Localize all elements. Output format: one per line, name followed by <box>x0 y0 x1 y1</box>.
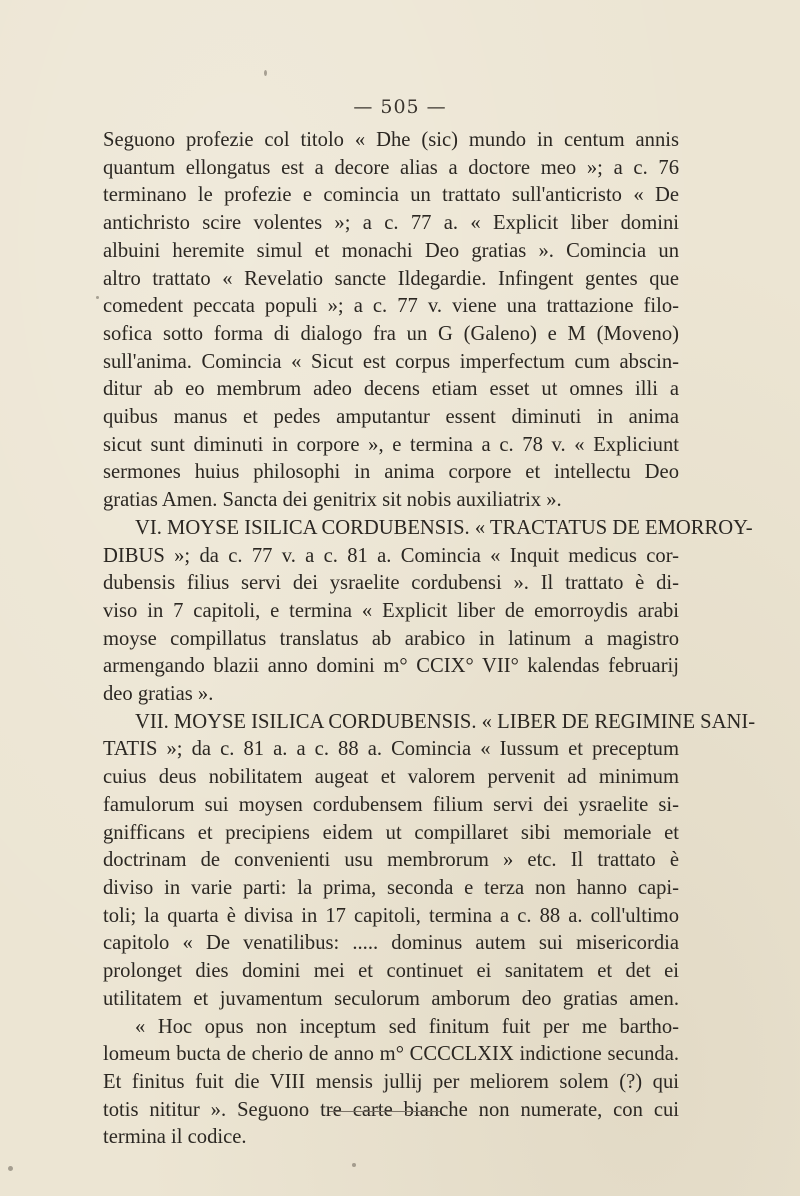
text-line: lomeum bucta de cherio de anno m° CCCCLXIX indictione secunda. <box>103 1043 679 1066</box>
text-line: sicut sunt diminuti in corpore », e termina a c. 78 v. « Expliciunt <box>103 433 679 456</box>
paper-speck <box>8 1166 13 1171</box>
text-line: deo gratias ». <box>103 683 214 706</box>
text-line: dubensis filius servi dei ysraelite cordubensi ». Il trattato è di- <box>103 572 679 595</box>
text-line: famulorum sui moysen cordubensem filium servi dei ysraelite si- <box>103 793 679 816</box>
text-line: Seguono profezie col titolo « Dhe (sic) mundo in centum annis <box>103 129 679 151</box>
text-line: totis nititur ». Seguono tre carte bianche non numerate, con cui <box>103 1098 679 1121</box>
text-line: sull'anima. Comincia « Sicut est corpus imperfectum cum abscin- <box>103 350 679 373</box>
text-line: toli; la quarta è divisa in 17 capitoli, termina a c. 88 a. coll'ultimo <box>103 904 679 927</box>
text-line: sofica sotto forma di dialogo fra un G (Galeno) e M (Moveno) <box>103 322 679 345</box>
text-line: termina il codice. <box>103 1126 247 1149</box>
text-line: « Hoc opus non inceptum sed finitum fuit per me bartho- <box>135 1015 679 1038</box>
text-line: gratias Amen. Sancta dei genitrix sit nobis auxiliatrix ». <box>103 489 562 512</box>
paper-speck <box>264 70 267 76</box>
text-line: antichristo scire volentes »; a c. 77 a. « Explicit liber domini <box>103 212 679 235</box>
text-line: quantum ellongatus est a decore alias a doctore meo »; a c. 76 <box>103 156 679 179</box>
text-line: diviso in varie parti: la prima, seconda e terza non hanno capi- <box>103 876 679 899</box>
body-text <box>103 127 756 1152</box>
text-line: quibus manus et pedes amputantur essent diminuti in anima <box>103 406 679 429</box>
paper-speck <box>352 1163 356 1167</box>
section-heading-line: VI. MOYSE ISILICA CORDUBENSIS. « TRACTATUS DE EMORROY- <box>135 516 753 539</box>
text-line: cuius deus nobilitatem augeat et valorem pervenit ad minimum <box>103 766 679 789</box>
text-line: Et finitus fuit die VIII mensis jullij per meliorem solem (?) qui <box>103 1070 679 1093</box>
text-line: armengando blazii anno domini m° CCIX° VII° kalendas februarij <box>103 655 679 678</box>
text-line: altro trattato « Revelatio sancte Ildegardie. Infingent gentes que <box>103 267 679 290</box>
paper-speck <box>96 296 99 299</box>
text-line: sermones huius philosophi in anima corpore et intellectu Deo <box>103 461 679 484</box>
text-line: viso in 7 capitoli, e termina « Explicit liber de emorroydis arabi <box>103 599 679 622</box>
page-number: — 505 — <box>353 96 447 118</box>
text-line: TATIS »; da c. 81 a. a c. 88 a. Comincia « Iussum et preceptum <box>103 738 679 761</box>
section-heading-line: VII. MOYSE ISILICA CORDUBENSIS. « LIBER DE REGIMINE SANI- <box>135 710 756 733</box>
closing-rule <box>329 1111 440 1112</box>
text-line: gnifficans et precipiens eidem ut compillaret sibi memoriale et <box>103 821 679 844</box>
text-line: moyse compillatus translatus ab arabico in latinum a magistro <box>103 627 679 650</box>
text-line: utilitatem et juvamentum seculorum amborum deo gratias amen. <box>103 987 679 1010</box>
text-line: terminano le profezie e comincia un trattato sull'anticristo « De <box>103 184 679 207</box>
text-line: capitolo « De venatilibus: ..... dominus autem sui misericordia <box>103 932 679 955</box>
text-line: ditur ab eo membrum adeo decens etiam esset ut omnes illi a <box>103 378 679 401</box>
text-line: prolonget dies domini mei et continuet ei sanitatem et det ei <box>103 960 679 983</box>
text-line: comedent peccata populi »; a c. 77 v. viene una trattazione filo- <box>103 295 679 318</box>
text-line: DIBUS »; da c. 77 v. a c. 81 a. Comincia « Inquit medicus cor- <box>103 544 679 567</box>
text-line: doctrinam de convenienti usu membrorum » etc. Il trattato è <box>103 849 679 872</box>
text-line: albuini heremite simul et monachi Deo gratias ». Comincia un <box>103 239 679 262</box>
